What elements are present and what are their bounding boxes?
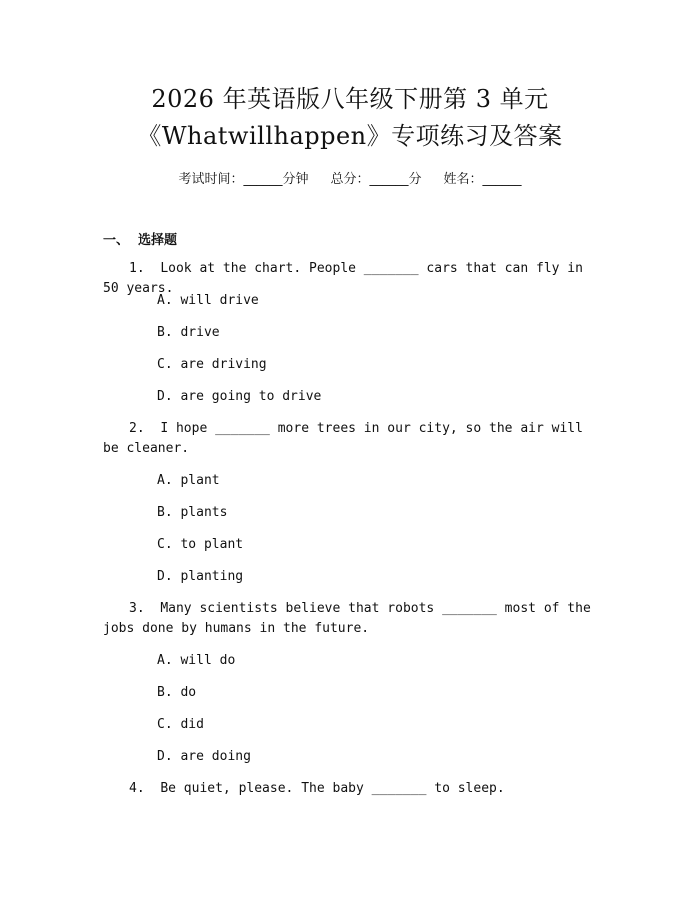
total-score-field: 总分：______分: [330, 172, 422, 187]
question-2-option-b: B. plants: [157, 505, 228, 520]
question-1-option-d: D. are going to drive: [157, 389, 322, 404]
question-text: I hope _______ more trees in our city, so the air will be cleaner.: [103, 421, 583, 456]
question-3-option-a: A. will do: [157, 653, 236, 668]
question-number: 3.: [129, 601, 145, 616]
question-3-option-d: D. are doing: [157, 749, 251, 764]
student-name-field: 姓名：______: [443, 172, 522, 187]
question-4: [103, 779, 593, 799]
exam-info: [0, 168, 700, 187]
question-3: [103, 599, 593, 639]
question-number: 2.: [129, 421, 145, 436]
page-title-line-2: 《Whatwillhappen》专项练习及答案: [137, 122, 563, 150]
question-2-option-a: A. plant: [157, 473, 220, 488]
question-1-option-a: A. will drive: [157, 293, 259, 308]
question-1-option-c: C. are driving: [157, 357, 267, 372]
question-number: 1.: [129, 261, 145, 276]
section-title-multiple-choice: 一、 选择题: [103, 233, 178, 248]
question-3-option-b: B. do: [157, 685, 197, 700]
question-text: Be quiet, please. The baby _______ to sleep.: [160, 781, 505, 796]
exam-time-field: 考试时间：______分钟: [178, 172, 309, 187]
question-3-option-c: C. did: [157, 717, 204, 732]
question-2: [103, 419, 593, 459]
question-number: 4.: [129, 781, 145, 796]
question-text: Many scientists believe that robots _______ most of the jobs done by humans in the future.: [103, 601, 591, 636]
page-title-line-1: 2026 年英语版八年级下册第 3 单元: [151, 85, 549, 113]
question-2-option-c: C. to plant: [157, 537, 244, 552]
question-text: Look at the chart. People _______ cars that can fly in 50 years.: [103, 261, 583, 296]
question-2-option-d: D. planting: [157, 569, 244, 584]
question-1-option-b: B. drive: [157, 325, 220, 340]
